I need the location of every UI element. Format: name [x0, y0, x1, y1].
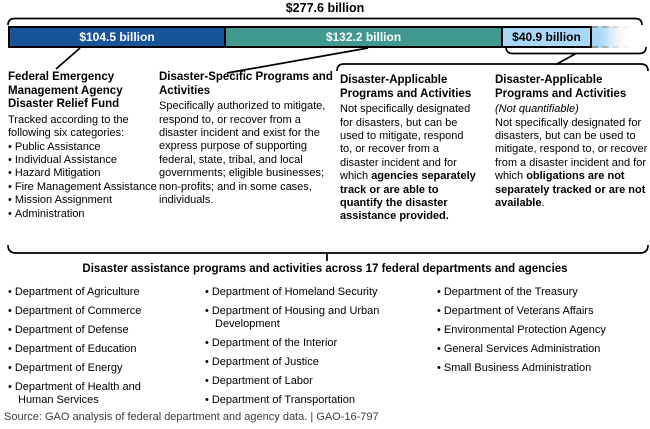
- list-item-label: Department of Homeland Security: [211, 286, 378, 298]
- bullet-icon: •: [8, 140, 12, 153]
- column-fema-drf: [8, 71, 158, 221]
- applicable-columns-bracket: [337, 64, 648, 71]
- list-item: [8, 141, 158, 154]
- leader-line-fema: [56, 48, 80, 69]
- agencies-heading: Disaster assistance programs and activities across 17 federal departments and agencies: [82, 263, 568, 275]
- list-item: [8, 286, 163, 299]
- bullet-icon: •: [437, 304, 441, 317]
- bullet-icon: •: [8, 361, 12, 374]
- list-item: [437, 305, 642, 318]
- list-item: [8, 381, 163, 407]
- column-subheading: (Not quantifiable): [495, 103, 579, 116]
- bullet-icon: •: [205, 286, 209, 298]
- column-heading: Disaster-Applicable Programs and Activities: [340, 74, 472, 100]
- list-item: [205, 356, 393, 369]
- list-item-label: Environmental Protection Agency: [443, 323, 606, 336]
- agency-list-column-1: [8, 286, 163, 413]
- column-intro: Tracked according to the following six categories:: [8, 113, 129, 140]
- stacked-bar: [8, 26, 640, 48]
- bar-segment-not-quantifiable: [592, 26, 640, 48]
- bullet-icon: •: [437, 323, 441, 336]
- list-item-label: Mission Assignment: [14, 194, 113, 207]
- list-item: [8, 154, 158, 167]
- bullet-icon: •: [8, 342, 12, 355]
- total-amount-label: $277.6 billion: [285, 1, 365, 15]
- bullet-icon: •: [8, 207, 12, 220]
- list-item: [437, 343, 642, 356]
- list-item-label: Individual Assistance: [14, 153, 117, 166]
- list-item-label: Department of Labor: [211, 374, 313, 387]
- list-item-label: Public Assistance: [14, 140, 101, 153]
- bullet-icon: •: [8, 304, 12, 317]
- bullet-icon: •: [8, 194, 12, 207]
- bullet-icon: •: [437, 361, 441, 374]
- column-body: Not specifically designated for disasters, but can be used to mitigate, respond to, or recover from a disaster incident and for which agencies separately track or are able to quantify the disaster assistance provided.: [340, 103, 476, 223]
- list-item: [437, 286, 642, 299]
- agency-list-column-2: [205, 286, 393, 413]
- list-item-label: Department of Transportation: [211, 393, 355, 406]
- bullet-icon: •: [437, 286, 441, 298]
- bullet-icon: •: [8, 167, 12, 180]
- column-disaster-applicable: [340, 74, 478, 224]
- agencies-bracket: [8, 245, 648, 253]
- agency-list-column-3: [437, 286, 642, 381]
- bullet-icon: •: [205, 374, 209, 387]
- list-item: [205, 305, 393, 331]
- list-item-label: Department of Commerce: [14, 304, 142, 317]
- list-item-label: Department of Housing and Urban Development: [211, 304, 380, 330]
- list-item-label: Administration: [14, 207, 85, 220]
- list-item: [205, 394, 393, 407]
- source-line: Source: GAO analysis of federal department and agency data. | GAO-16-797: [4, 411, 379, 423]
- list-item-label: Department of Energy: [14, 361, 123, 374]
- list-item: [437, 362, 642, 375]
- bullet-icon: •: [437, 342, 441, 355]
- list-item-label: Department of Agriculture: [14, 286, 140, 298]
- bar-segment-disaster-applicable: $40.9 billion: [503, 26, 592, 48]
- column-heading: Disaster-Specific Programs and Activities: [159, 71, 333, 97]
- fema-category-list: [8, 141, 158, 221]
- list-item: [8, 194, 158, 207]
- bullet-icon: •: [205, 304, 209, 317]
- total-bracket: [8, 19, 642, 26]
- bullet-icon: •: [8, 180, 12, 193]
- list-item: [8, 343, 163, 356]
- column-body: Specifically authorized to mitigate, respond to, or recover from a disaster incident and exist for the express purpose of supporting federal, state, tribal, and local governments; eligible businesses; non-profits; and in some cases, individuals.: [159, 100, 326, 206]
- list-item-label: Fire Management Assistance: [14, 180, 157, 193]
- bullet-icon: •: [8, 380, 12, 393]
- list-item: [8, 362, 163, 375]
- list-item-label: Hazard Mitigation: [14, 167, 101, 180]
- list-item-label: Department of Veterans Affairs: [443, 304, 594, 317]
- list-item-label: Small Business Administration: [443, 361, 592, 374]
- list-item: [205, 286, 393, 299]
- column-not-quantifiable: [495, 74, 648, 210]
- list-item-label: Department of Health and Human Services: [14, 380, 141, 406]
- bullet-icon: •: [205, 393, 209, 406]
- bullet-icon: •: [205, 336, 209, 349]
- list-item: [8, 208, 158, 221]
- list-item: [8, 324, 163, 337]
- list-item-label: Department of Justice: [211, 355, 319, 368]
- column-heading: Disaster-Applicable Programs and Activities: [495, 74, 627, 100]
- list-item: [205, 375, 393, 388]
- bar-segment-fema-drf: $104.5 billion: [8, 26, 226, 48]
- applicable-connector-line: [556, 54, 576, 65]
- list-item-label: Department of Defense: [14, 323, 129, 336]
- bullet-icon: •: [8, 323, 12, 336]
- leader-line-specific: [227, 48, 368, 73]
- bullet-icon: •: [8, 286, 12, 298]
- list-item: [8, 167, 158, 180]
- column-disaster-specific: [159, 71, 333, 207]
- list-item-label: Department of Education: [14, 342, 137, 355]
- list-item: [205, 337, 393, 350]
- list-item: [8, 181, 158, 194]
- list-item: [437, 324, 642, 337]
- list-item-label: Department of the Treasury: [443, 286, 578, 298]
- column-heading: Federal Emergency Management Agency Disaster Relief Fund: [8, 71, 123, 111]
- column-body: Not specifically designated for disasters, but can be used to mitigate, respond to, or recover from a disaster incident and for which obligations are not separately tracked or are not available.: [495, 116, 648, 209]
- bar-segment-disaster-specific: $132.2 billion: [226, 26, 503, 48]
- list-item: [8, 305, 163, 318]
- bullet-icon: •: [8, 153, 12, 166]
- list-item-label: General Services Administration: [443, 342, 601, 355]
- bullet-icon: •: [205, 355, 209, 368]
- list-item-label: Department of the Interior: [211, 336, 338, 349]
